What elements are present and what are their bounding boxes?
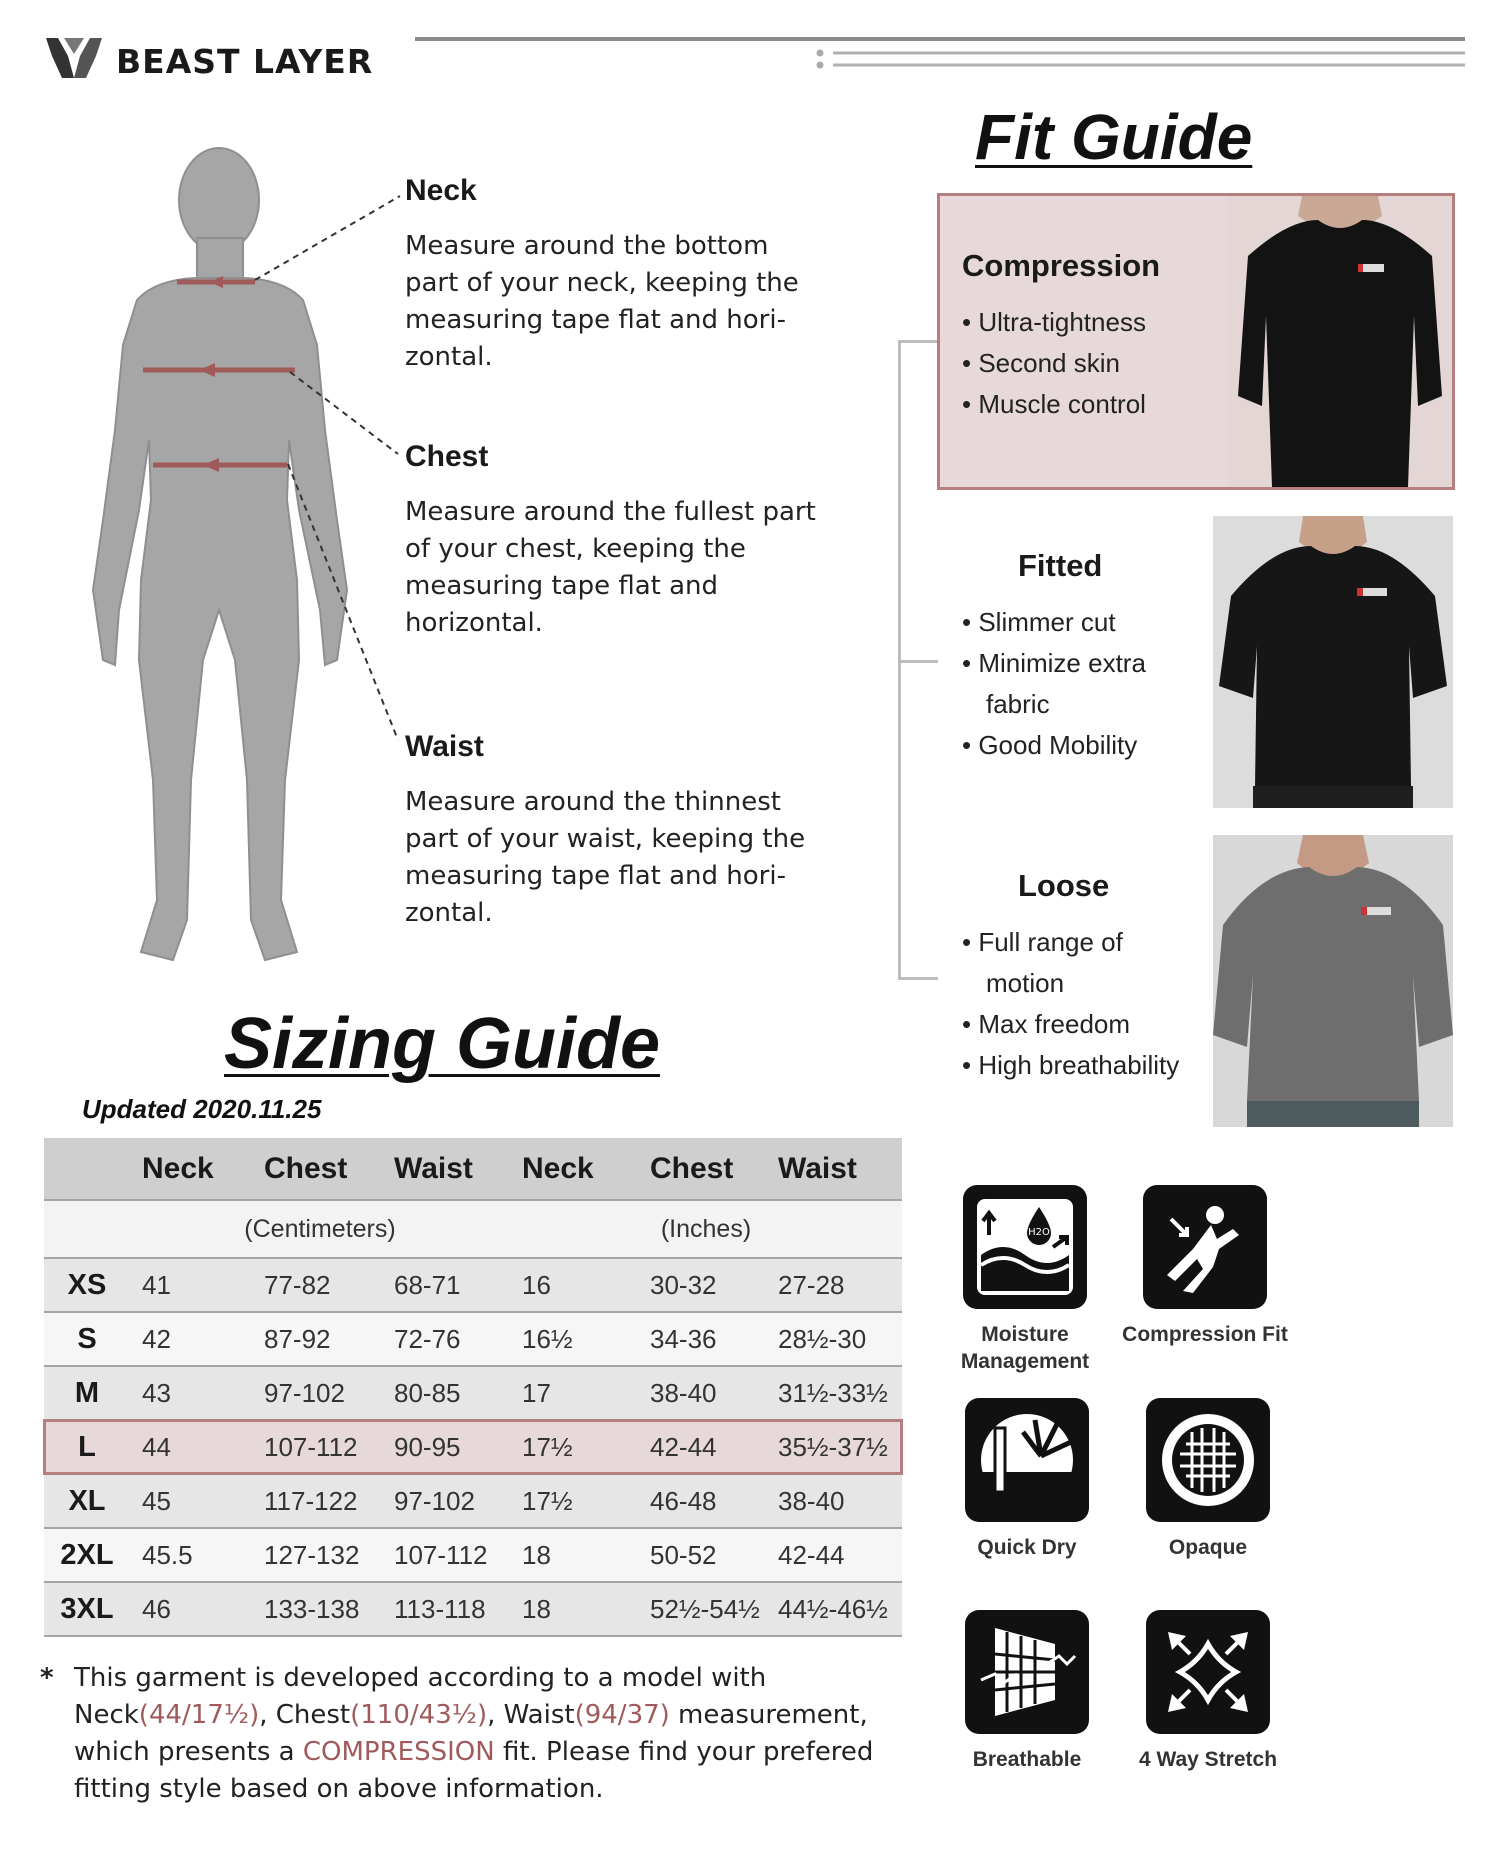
waist-in-cell: 27-28 (778, 1269, 845, 1300)
footnote-fit-word: COMPRESSION (302, 1737, 495, 1767)
col-header: Neck (142, 1151, 214, 1185)
unit-in: (Inches) (660, 1214, 752, 1243)
waist-cm-cell: 113-118 (394, 1593, 486, 1624)
feature-label: Moisture Management (960, 1323, 1090, 1373)
waist-in-cell: 28½-30 (778, 1323, 867, 1354)
col-header: Neck (522, 1151, 594, 1185)
chest-heading: Chest (405, 440, 489, 473)
moisture-icon (963, 1185, 1087, 1309)
breathable-icon (965, 1610, 1089, 1734)
chest-cm-cell: 87-92 (264, 1323, 331, 1354)
col-header: Waist (394, 1151, 473, 1185)
footnote-neck-value: (44/17½) (138, 1700, 260, 1730)
opaque-icon (1146, 1398, 1270, 1522)
svg-text:H2O: H2O (1028, 1227, 1050, 1238)
fit-compression (962, 248, 1160, 425)
fit-bullet: • Max freedom (962, 1009, 1131, 1039)
fit-bullet: • Slimmer cut (962, 607, 1116, 637)
footnote-star: * (40, 1663, 54, 1693)
quick-dry-icon (965, 1398, 1089, 1522)
loose-shirt-icon (1213, 835, 1453, 1127)
compression-shirt-photo (1228, 196, 1452, 487)
footnote-p4: fit. Please find your prefered fitting style based on above information. (74, 1737, 874, 1804)
fit-bullet: • Muscle control (962, 389, 1146, 419)
chest-cm-cell: 127-132 (264, 1539, 360, 1570)
table-row (44, 1528, 902, 1582)
waist-note (405, 730, 825, 932)
fit-bullet: • Ultra-tightness (962, 307, 1146, 337)
neck-in-cell: 16 (522, 1269, 551, 1300)
table-row (44, 1420, 902, 1474)
table-header-row (44, 1138, 902, 1200)
compression-shirt-icon (1228, 196, 1452, 487)
waist-cm-cell: 97-102 (394, 1485, 475, 1516)
neck-cm-cell: 46 (142, 1593, 171, 1624)
fit-bullet: • Second skin (962, 348, 1120, 378)
brand-name: BEAST LAYER (116, 42, 374, 81)
waist-cm-cell: 72-76 (394, 1323, 461, 1354)
fit-fitted (962, 548, 1146, 766)
neck-cm-cell: 44 (142, 1431, 171, 1462)
fit-bullet: • Good Mobility (962, 730, 1138, 760)
feature-breathable (937, 1610, 1117, 1773)
table-unit-row (44, 1200, 902, 1258)
neck-heading: Neck (405, 174, 477, 207)
fit-loose (962, 868, 1179, 1086)
chest-note (405, 440, 825, 642)
fit-bullet: • Full range of (962, 927, 1123, 957)
waist-in-cell: 38-40 (778, 1485, 845, 1516)
footnote-neck-label: Neck (74, 1700, 139, 1730)
neck-in-cell: 17½ (522, 1431, 573, 1462)
waist-in-cell: 42-44 (778, 1539, 845, 1570)
size-cell: S (77, 1322, 97, 1355)
neck-cm-cell: 45 (142, 1485, 171, 1516)
footnote-waist-label: , Waist (487, 1700, 575, 1730)
chest-cm-cell: 107-112 (264, 1431, 358, 1462)
fit-guide-title: Fit Guide (975, 101, 1253, 173)
footnote-waist-value: (94/37) (574, 1700, 670, 1730)
neck-cm-cell: 42 (142, 1323, 171, 1354)
chest-cm-cell: 97-102 (264, 1377, 345, 1408)
footnote-p3: which presents a (74, 1737, 303, 1767)
stretch-icon (1146, 1610, 1270, 1734)
feature-quick-dry (937, 1398, 1117, 1561)
body-silhouette (85, 140, 365, 990)
col-header: Chest (650, 1151, 734, 1185)
size-cell: XL (68, 1484, 106, 1517)
waist-instructions: Measure around the thinnest part of your waist, keeping the measuring tape flat and hori-zontal. (405, 787, 806, 928)
chest-in-cell: 50-52 (650, 1539, 717, 1570)
feature-compression (1115, 1185, 1295, 1348)
size-cell: M (74, 1376, 100, 1409)
unit-spacer (44, 1200, 130, 1258)
fit-bracket-mid (898, 660, 938, 663)
chest-cm-cell: 133-138 (264, 1593, 360, 1624)
chest-in-cell: 52½-54½ (650, 1593, 760, 1624)
neck-in-cell: 18 (522, 1593, 551, 1624)
waist-in-cell: 44½-46½ (778, 1593, 888, 1624)
chest-in-cell: 46-48 (650, 1485, 717, 1516)
neck-in-cell: 18 (522, 1539, 551, 1570)
neck-cm-cell: 43 (142, 1377, 171, 1408)
compression-icon (1143, 1185, 1267, 1309)
fit-bullet: • Minimize extra (962, 648, 1146, 678)
size-cell: L (78, 1430, 96, 1463)
waist-in-cell: 35½-37½ (778, 1431, 888, 1462)
neck-cm-cell: 41 (142, 1269, 171, 1300)
brand-mark-icon (44, 34, 104, 84)
fit-name: Compression (962, 248, 1161, 283)
chest-in-cell: 42-44 (650, 1431, 717, 1462)
chest-cm-cell: 117-122 (264, 1485, 358, 1516)
fitted-shirt-icon (1213, 516, 1453, 808)
footnote (40, 1660, 900, 1808)
table-row (44, 1582, 902, 1636)
fit-bullet: fabric (986, 689, 1050, 719)
feature-opaque (1118, 1398, 1298, 1561)
sizing-guide-title: Sizing Guide (224, 1004, 661, 1084)
feature-label: Opaque (1168, 1536, 1248, 1559)
feature-stretch (1118, 1610, 1298, 1773)
chest-in-cell: 30-32 (650, 1269, 717, 1300)
chest-instructions: Measure around the fullest part of your chest, keeping the measuring tape flat and horizontal. (405, 497, 816, 638)
table-row (44, 1312, 902, 1366)
col-header: Chest (264, 1151, 348, 1185)
waist-cm-cell: 107-112 (394, 1539, 488, 1570)
feature-label: Quick Dry (977, 1536, 1077, 1559)
updated-date: Updated 2020.11.25 (82, 1094, 322, 1124)
fit-name: Loose (1018, 868, 1110, 903)
size-cell: XS (67, 1268, 107, 1301)
feature-label: 4 Way Stretch (1138, 1748, 1278, 1771)
chest-cm-cell: 77-82 (264, 1269, 331, 1300)
table-row (44, 1258, 902, 1312)
table-row (44, 1474, 902, 1528)
chest-in-cell: 38-40 (650, 1377, 717, 1408)
neck-instructions: Measure around the bottom part of your neck, keeping the measuring tape flat and hori-zontal. (405, 231, 799, 372)
neck-in-cell: 16½ (522, 1323, 573, 1354)
chest-in-cell: 34-36 (650, 1323, 717, 1354)
header-lines (415, 36, 1465, 76)
neck-cm-cell: 45.5 (142, 1539, 193, 1570)
size-col-header (44, 1138, 130, 1200)
size-cell: 2XL (60, 1538, 114, 1571)
feature-label: Compression Fit (1122, 1323, 1288, 1346)
col-header: Waist (778, 1151, 857, 1185)
waist-cm-cell: 90-95 (394, 1431, 461, 1462)
loose-shirt-photo (1213, 835, 1453, 1127)
size-table (44, 1138, 902, 1637)
footnote-chest-label: , Chest (259, 1700, 351, 1730)
size-cell: 3XL (60, 1592, 114, 1625)
fit-bullet: • High breathability (962, 1050, 1180, 1080)
neck-in-cell: 17 (522, 1377, 551, 1408)
table-row (44, 1366, 902, 1420)
waist-cm-cell: 80-85 (394, 1377, 461, 1408)
unit-cm: (Centimeters) (244, 1214, 396, 1243)
waist-heading: Waist (405, 730, 484, 763)
size-rows (44, 1258, 902, 1636)
fitted-shirt-photo (1213, 516, 1453, 808)
footnote-p1: This garment is developed according to a model with (74, 1663, 767, 1693)
fit-bullet: motion (986, 968, 1065, 998)
waist-in-cell: 31½-33½ (778, 1377, 888, 1408)
feature-moisture (935, 1185, 1115, 1375)
feature-label: Breathable (972, 1748, 1082, 1771)
neck-note (405, 174, 825, 376)
footnote-chest-value: (110/43½) (350, 1700, 488, 1730)
neck-in-cell: 17½ (522, 1485, 573, 1516)
fit-name: Fitted (1018, 548, 1103, 583)
waist-cm-cell: 68-71 (394, 1269, 461, 1300)
footnote-p2: measurement, (669, 1700, 868, 1730)
